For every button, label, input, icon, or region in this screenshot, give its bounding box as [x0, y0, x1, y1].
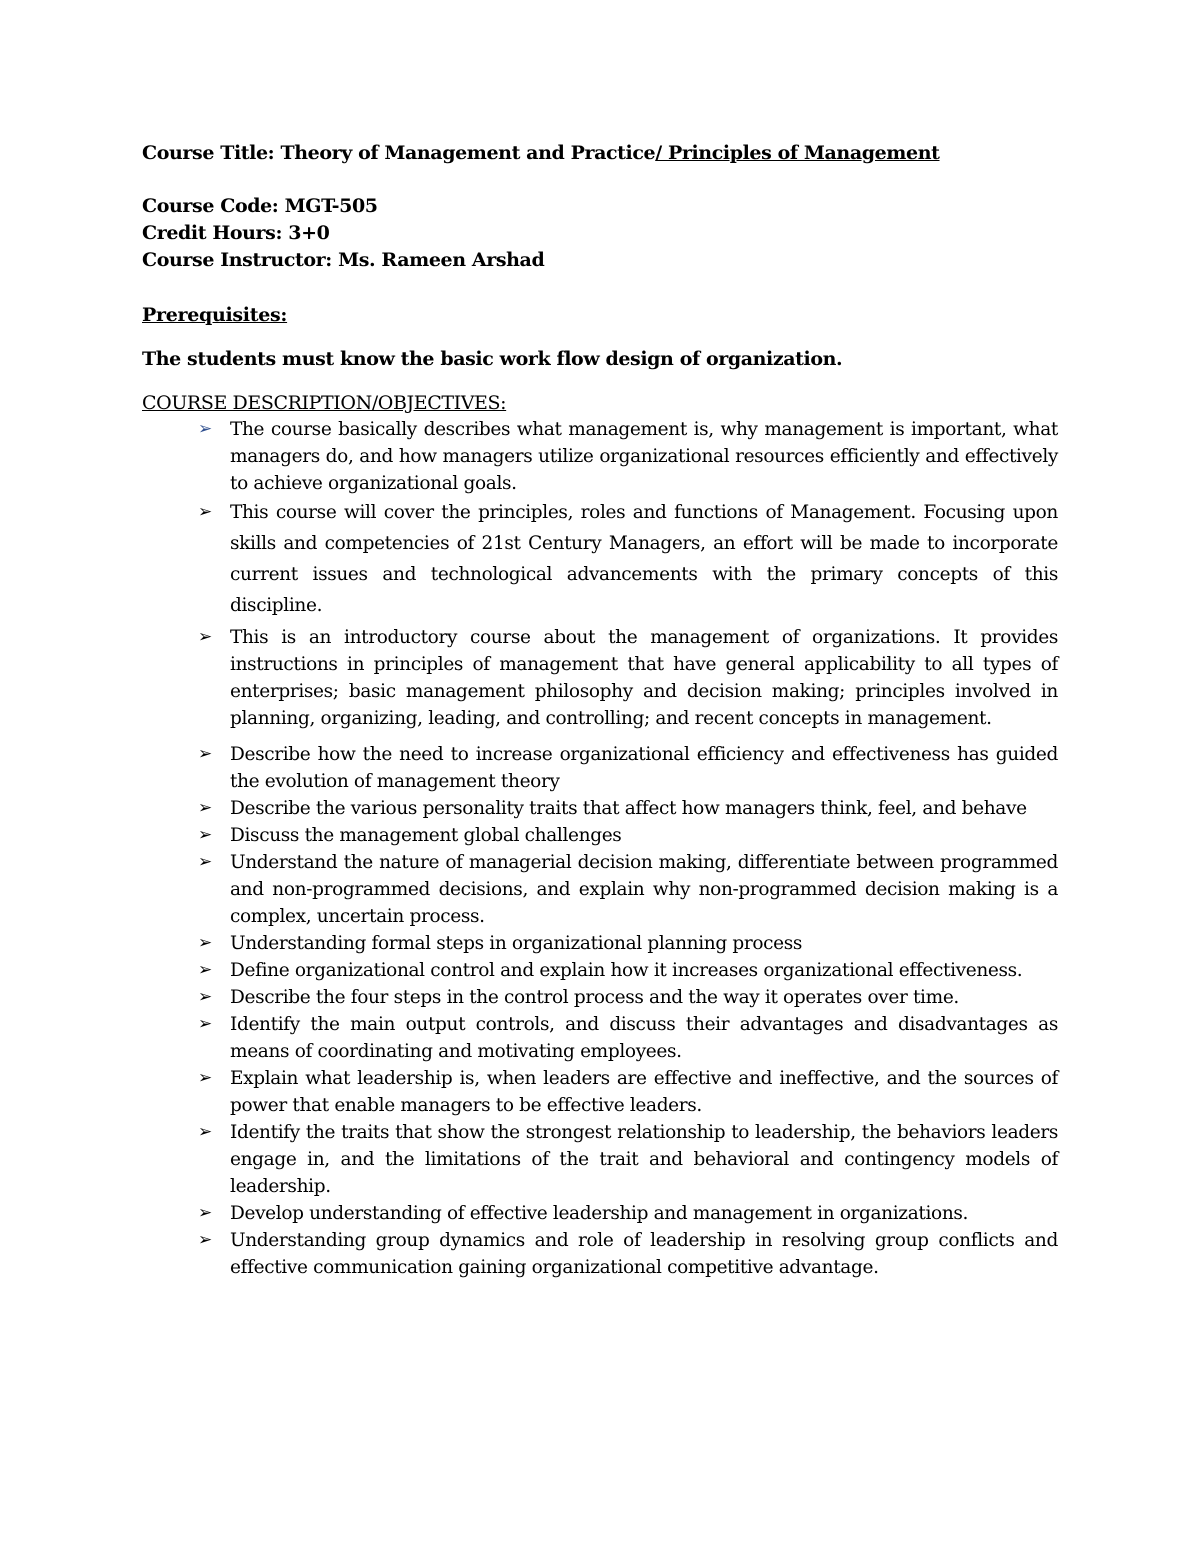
course-meta	[142, 193, 1058, 274]
list-item	[142, 624, 1058, 732]
list-item-text: Describe how the need to increase organizational efficiency and effectiveness has guided the evolution of management theory	[230, 744, 1058, 792]
document-page	[142, 140, 1058, 1281]
objectives-list	[142, 416, 1058, 1281]
course-title-alt: / Principles of Management	[655, 142, 940, 164]
list-item	[142, 1065, 1058, 1119]
arrow-bullet-icon: ➢	[198, 1230, 212, 1250]
list-item	[142, 1011, 1058, 1065]
list-item	[142, 795, 1058, 822]
list-item-text: Explain what leadership is, when leaders are effective and ineffective, and the sources of power that enable managers to be effective leaders.	[230, 1068, 1058, 1116]
arrow-bullet-icon: ➢	[198, 852, 212, 872]
course-instructor: Course Instructor: Ms. Rameen Arshad	[142, 249, 545, 271]
arrow-bullet-icon: ➢	[198, 1068, 212, 1088]
list-item	[142, 822, 1058, 849]
list-item	[142, 1200, 1058, 1227]
arrow-bullet-icon: ➢	[198, 744, 212, 764]
arrow-bullet-icon: ➢	[198, 933, 212, 953]
list-item	[142, 1119, 1058, 1200]
list-item	[142, 984, 1058, 1011]
arrow-bullet-icon: ➢	[198, 987, 212, 1007]
list-item-text: Understanding formal steps in organizational planning process	[230, 933, 803, 954]
list-item	[142, 849, 1058, 930]
list-item-text: Describe the four steps in the control process and the way it operates over time.	[230, 987, 959, 1008]
list-item	[142, 957, 1058, 984]
arrow-bullet-icon: ➢	[198, 1203, 212, 1223]
list-item	[142, 1227, 1058, 1281]
list-item-text: Understand the nature of managerial decision making, differentiate between programmed and non-programmed decisions, and explain why non-programmed decision making is a complex, uncertain process.	[230, 852, 1058, 927]
course-title	[142, 140, 1058, 167]
list-item	[142, 741, 1058, 795]
list-item-text: Discuss the management global challenges	[230, 825, 622, 846]
prerequisites-text: The students must know the basic work flow design of organization.	[142, 348, 843, 370]
list-item	[142, 497, 1058, 621]
list-item-text: Understanding group dynamics and role of leadership in resolving group conflicts and effective communication gaining organizational competitive advantage.	[230, 1230, 1058, 1278]
arrow-bullet-icon: ➢	[198, 960, 212, 980]
list-item-text: This is an introductory course about the management of organizations. It provides instructions in principles of management that have general applicability to all types of enterprises; basic management philosophy and decision making; principles involved in planning, organizing, leading, and controlling; and recent concepts in management.	[230, 627, 1058, 729]
list-item-text: This course will cover the principles, roles and functions of Management. Focusing upon skills and competencies of 21st Century Managers, an effort will be made to incorporate current issues and technological advancements with the primary concepts of this discipline.	[230, 502, 1058, 616]
arrow-bullet-icon: ➢	[198, 1014, 212, 1034]
arrow-bullet-icon: ➢	[198, 419, 212, 439]
description-heading: COURSE DESCRIPTION/OBJECTIVES:	[142, 392, 507, 414]
list-item-text: The course basically describes what management is, why management is important, what managers do, and how managers utilize organizational resources efficiently and effectively to achieve organizational goals.	[230, 419, 1058, 494]
list-item-text: Identify the traits that show the strongest relationship to leadership, the behaviors leaders engage in, and the limitations of the trait and behavioral and contingency models of leadership.	[230, 1122, 1058, 1197]
list-item-text: Develop understanding of effective leadership and management in organizations.	[230, 1203, 969, 1224]
list-item-text: Identify the main output controls, and discuss their advantages and disadvantages as means of coordinating and motivating employees.	[230, 1014, 1058, 1062]
arrow-bullet-icon: ➢	[198, 1122, 212, 1142]
arrow-bullet-icon: ➢	[198, 627, 212, 647]
arrow-bullet-icon: ➢	[198, 502, 212, 522]
course-title-main: Course Title: Theory of Management and Practice	[142, 142, 656, 164]
prerequisites-heading: Prerequisites:	[142, 304, 288, 326]
course-code: Course Code: MGT-505	[142, 195, 378, 217]
credit-hours: Credit Hours: 3+0	[142, 222, 330, 244]
list-item	[142, 416, 1058, 497]
list-item	[142, 930, 1058, 957]
list-item-text: Define organizational control and explain how it increases organizational effectiveness.	[230, 960, 1023, 981]
arrow-bullet-icon: ➢	[198, 798, 212, 818]
arrow-bullet-icon: ➢	[198, 825, 212, 845]
list-item-text: Describe the various personality traits that affect how managers think, feel, and behave	[230, 798, 1027, 819]
